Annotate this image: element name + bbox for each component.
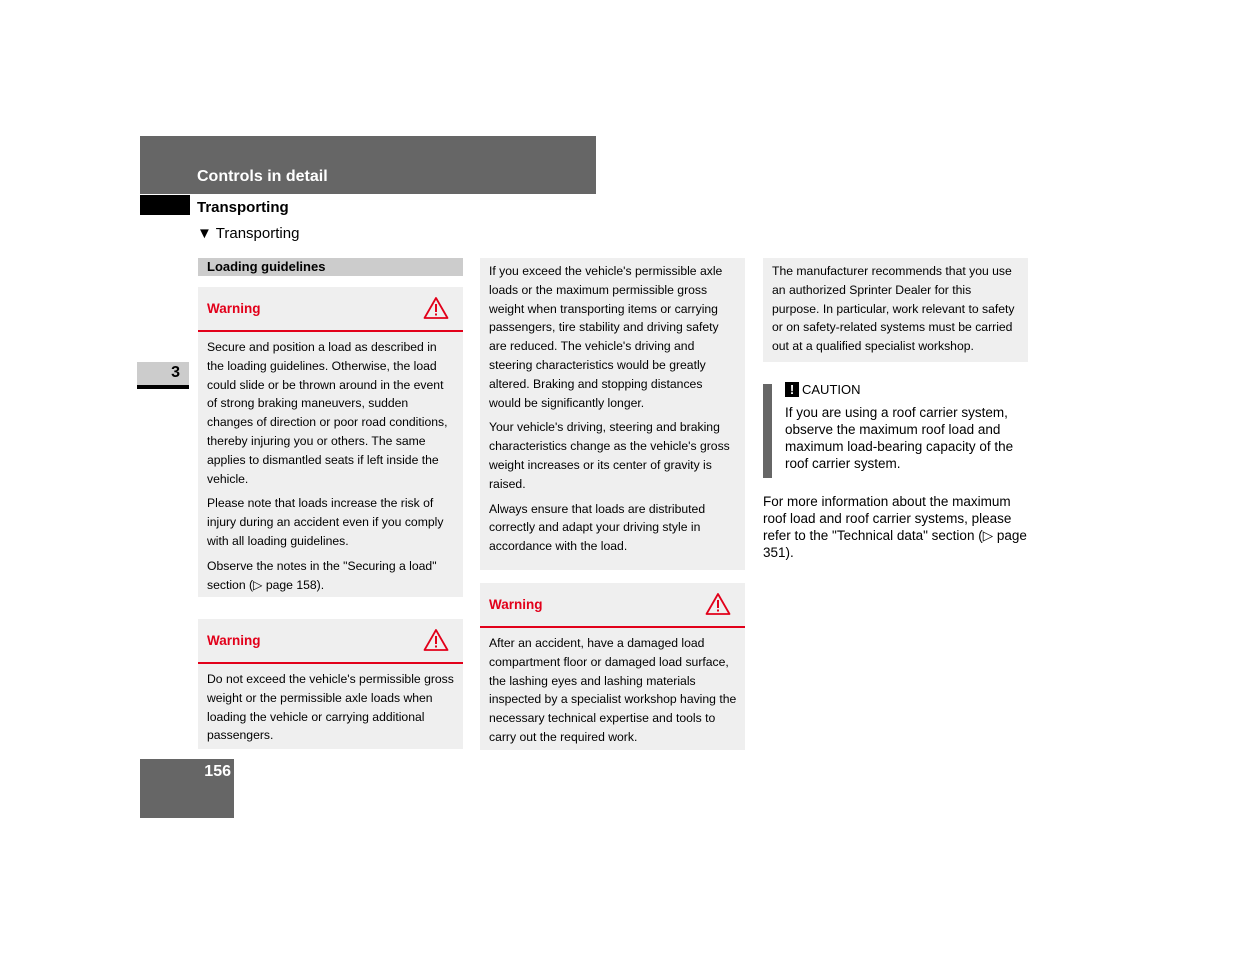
subsection-title — [197, 225, 299, 242]
caution-heading — [785, 382, 861, 397]
warning-body — [198, 664, 463, 751]
warning-box-gross-weight — [198, 619, 463, 749]
warning-header — [198, 287, 463, 332]
section-title: Transporting — [197, 199, 289, 216]
warning-paragraph: After an accident, have a damaged load compartment floor or damaged load surface, the lashing eyes and lashing materials inspected by a specialist workshop having the necessary technical expertise and tools to carry out the required work. — [489, 636, 737, 744]
page-number: 156 — [204, 763, 231, 780]
info-paragraph: If you exceed the vehicle's permissible axle loads or the maximum permissible gross weight when transporting items or carrying passengers, tire stability and driving safety are reduced. The vehicle's driving and steering characteristics would be greatly altered. Braking and stopping distances would be significantly longer. — [489, 264, 723, 410]
chapter-tab — [137, 362, 189, 389]
caution-label: CAUTION — [802, 382, 861, 397]
loading-guidelines-label: Loading guidelines — [207, 259, 326, 274]
manufacturer-recommendation-box — [763, 258, 1028, 362]
more-info-text: For more information about the maximum roof load and roof carrier systems, please refer to the "Technical data" section (▷ page 351). — [763, 494, 1027, 560]
warning-header — [480, 583, 745, 628]
warning-label: Warning — [207, 633, 261, 648]
warning-paragraph: Secure and position a load as described in the loading guidelines. Otherwise, the load could slide or be thrown around in the event of strong braking maneuvers, sudden changes of direction or poor road conditions, thereby injuring you or others. The same applies to dismantled seats if left inside the vehicle. — [207, 340, 448, 486]
info-paragraph: The manufacturer recommends that you use an authorized Sprinter Dealer for this purpose. In particular, work relevant to safety or on safety-related systems must be carried out at a qualified specialist workshop. — [772, 264, 1015, 354]
caution-icon: ! — [785, 382, 799, 397]
info-paragraph: Always ensure that loads are distributed correctly and adapt your driving style in accordance with the load. — [489, 501, 706, 554]
warning-body — [480, 628, 745, 753]
warning-triangle-icon — [423, 296, 449, 320]
warning-paragraph: Observe the notes in the "Securing a load" section (▷ page 158). — [207, 558, 437, 592]
warning-triangle-icon — [705, 592, 731, 616]
warning-label: Warning — [489, 597, 543, 612]
info-paragraph: Your vehicle's driving, steering and braking characteristics change as the vehicle's gross weight increases or its center of gravity is raised. — [489, 420, 730, 491]
warning-paragraph: Please note that loads increase the risk of injury during an accident even if you comply with all loading guidelines. — [207, 496, 444, 548]
caution-text: If you are using a roof carrier system, observe the maximum roof load and maximum load-bearing capacity of the roof carrier system. — [785, 405, 1014, 471]
subsection-label: Transporting — [215, 225, 300, 242]
warning-label: Warning — [207, 301, 261, 316]
warning-header — [198, 619, 463, 664]
section-marker — [140, 195, 190, 215]
warning-body — [198, 332, 463, 600]
warning-box-accident — [480, 583, 745, 750]
caution-bar — [763, 384, 772, 478]
page-number-tab — [140, 759, 234, 818]
subsection-marker: ▼ — [197, 225, 212, 242]
chapter-title: Controls in detail — [197, 168, 328, 185]
warning-paragraph: Do not exceed the vehicle's permissible gross weight or the permissible axle loads when loading the vehicle or carrying additional passengers. — [207, 672, 454, 743]
warning-box-securing — [198, 287, 463, 597]
loading-guidelines-heading — [198, 258, 463, 276]
chapter-number: 3 — [171, 364, 180, 381]
warning-triangle-icon — [423, 628, 449, 652]
axle-load-info-box — [480, 258, 745, 570]
